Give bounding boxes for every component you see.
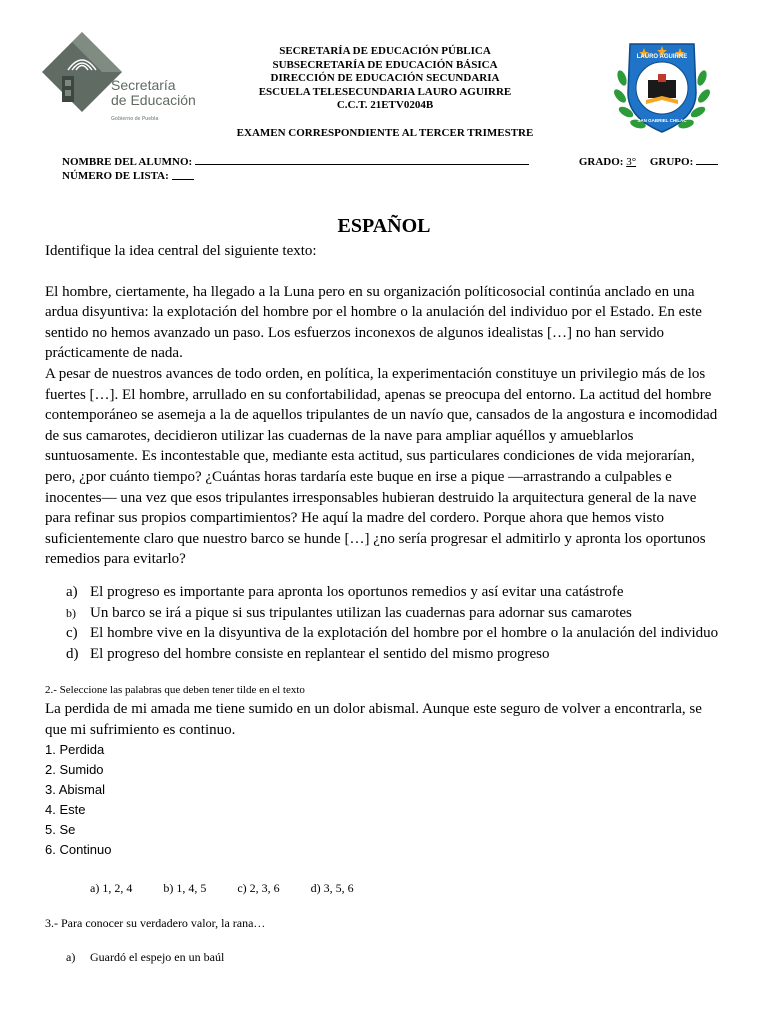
q1-option-c[interactable] [66,623,746,644]
option-letter: c) [66,625,78,642]
sep-logo-line1: Secretaría [111,77,176,93]
q2-answers [90,881,382,896]
option-text: Guardó el espejo en un baúl [90,950,225,964]
list-item: 2. Sumido [45,762,104,777]
header-line-3: DIRECCIÓN DE EDUCACIÓN SECUNDARIA [270,72,500,85]
q2-answer-d[interactable]: d) 3, 5, 6 [310,881,354,895]
option-letter: a) [66,584,78,600]
q2-prompt: 2.- Seleccione las palabras que deben tener tilde en el texto [45,684,305,696]
list-item: 6. Continuo [45,842,112,857]
q1-option-a[interactable] [66,582,746,603]
q2-text: La perdida de mi amada me tiene sumido en un dolor abismal. Aunque este seguro de volver a encontrarla, se que mi sufrimiento es continuo. [45,701,702,738]
q3-prompt: 3.- Para conocer su verdadero valor, la rana… [45,916,266,930]
list-number-label: NÚMERO DE LISTA: [62,170,169,182]
header-line-5: C.C.T. 21ETV0204B [336,99,434,112]
grade-value: 3° [626,156,637,168]
list-item: 4. Este [45,802,86,817]
crest-bottom-text: SAN GABRIEL CHILAC [637,118,687,123]
sep-logo-line2: de Educación [111,92,196,108]
q2-answer-c[interactable]: c) 2, 3, 6 [237,881,280,895]
group-blank[interactable] [696,154,718,165]
q2-word-list [45,740,112,860]
list-number-blank[interactable] [172,169,194,180]
q1-options [66,582,746,664]
option-letter: a) [66,950,76,964]
exam-title: EXAMEN CORRESPONDIENTE AL TERCER TRIMESTRE [236,127,534,139]
q2-answer-b[interactable]: b) 1, 4, 5 [163,881,207,895]
option-letter: b) [66,605,76,620]
q1-prompt: Identifique la idea central del siguiente texto: [45,243,317,259]
q1-paragraph-2: A pesar de nuestros avances de todo orden, en política, la experimentación constituye un privilegio más de los fuertes […]. El hombre, arrullado en su confortabilidad, apenas se preocupa del entorno. La actitud del hombre contemporáneo se asemeja a la de aquellos tripulantes de un navío que, cansados de la angostura e incomodidad de sus camarotes, decidieron utilizar las cuadernas de la nave para ampliar aquéllos y amueblarlos suntuosamente. Es incontestable que, mediante esta actitud, sus particulares condiciones de vida mejorarían, pero, ¿por cuánto tiempo? ¿Cuántas horas tardaría este buque en irse a pique —arrastrando a culpables e inocentes— una vez que esos tripulantes irresponsables hubieran destruido la arquitectura general de la nave para refinar sus propios compartimientos? He aquí la madre del cordero. Porque ahora que hemos visto suficientemente claro que nuestro barco se hunde […] ¿no sería progresar el admitirlo y apronta los oportunos remedios para evitarlo? [45,365,718,568]
school-crest [612,38,712,138]
header-block [210,45,560,113]
list-item: 5. Se [45,822,76,837]
option-letter: d) [66,645,79,662]
option-text: El progreso del hombre consiste en replantear el sentido del mismo progreso [90,645,550,662]
list-item: 3. Abismal [45,782,105,797]
grade-label: GRADO: [578,156,624,168]
list-item: 1. Perdida [45,742,105,757]
sep-logo [40,28,200,128]
option-text: El progreso es importante para apronta los oportunos remedios y así evitar una catástrofe [90,584,624,600]
q3-option-a[interactable] [66,950,224,965]
sep-logo-line3: Gobierno de Puebla [111,116,159,122]
name-blank[interactable] [195,154,529,165]
student-fields [62,154,722,183]
name-label: NOMBRE DEL ALUMNO: [62,156,193,168]
crest-top-text: LAURO AGUIRRE [636,54,688,60]
q1-option-b[interactable] [66,603,746,624]
subject-title: ESPAÑOL [337,215,431,237]
header-line-4: ESCUELA TELESECUNDARIA LAURO AGUIRRE [258,85,512,98]
q1-block [45,241,725,570]
school-crest-graphic [612,38,712,138]
q1-paragraph-1: El hombre, ciertamente, ha llegado a la Luna pero en su organización políticosocial continúa anclado en una ardua disyuntiva: la explotación del hombre por el hombre o la anulación del individuo por el Estado. En este sentido no hemos avanzado un paso. Los esfuerzos inconexos de algunos idealistas […] no han servido prácticamente de nada. [45,283,702,362]
header-line-1: SECRETARÍA DE EDUCACIÓN PÚBLICA [279,45,491,57]
option-text: Un barco se irá a pique si sus tripulantes utilizan las cuadernas para adornar sus camarotes [90,604,632,621]
header-line-2: SUBSECRETARÍA DE EDUCACIÓN BÁSICA [272,58,498,71]
q1-option-d[interactable] [66,644,746,665]
group-label: GRUPO: [649,156,694,168]
option-text: El hombre vive en la disyuntiva de la explotación del hombre por el hombre o la anulación del individuo [90,625,719,642]
q2-answer-a[interactable]: a) 1, 2, 4 [90,881,133,895]
